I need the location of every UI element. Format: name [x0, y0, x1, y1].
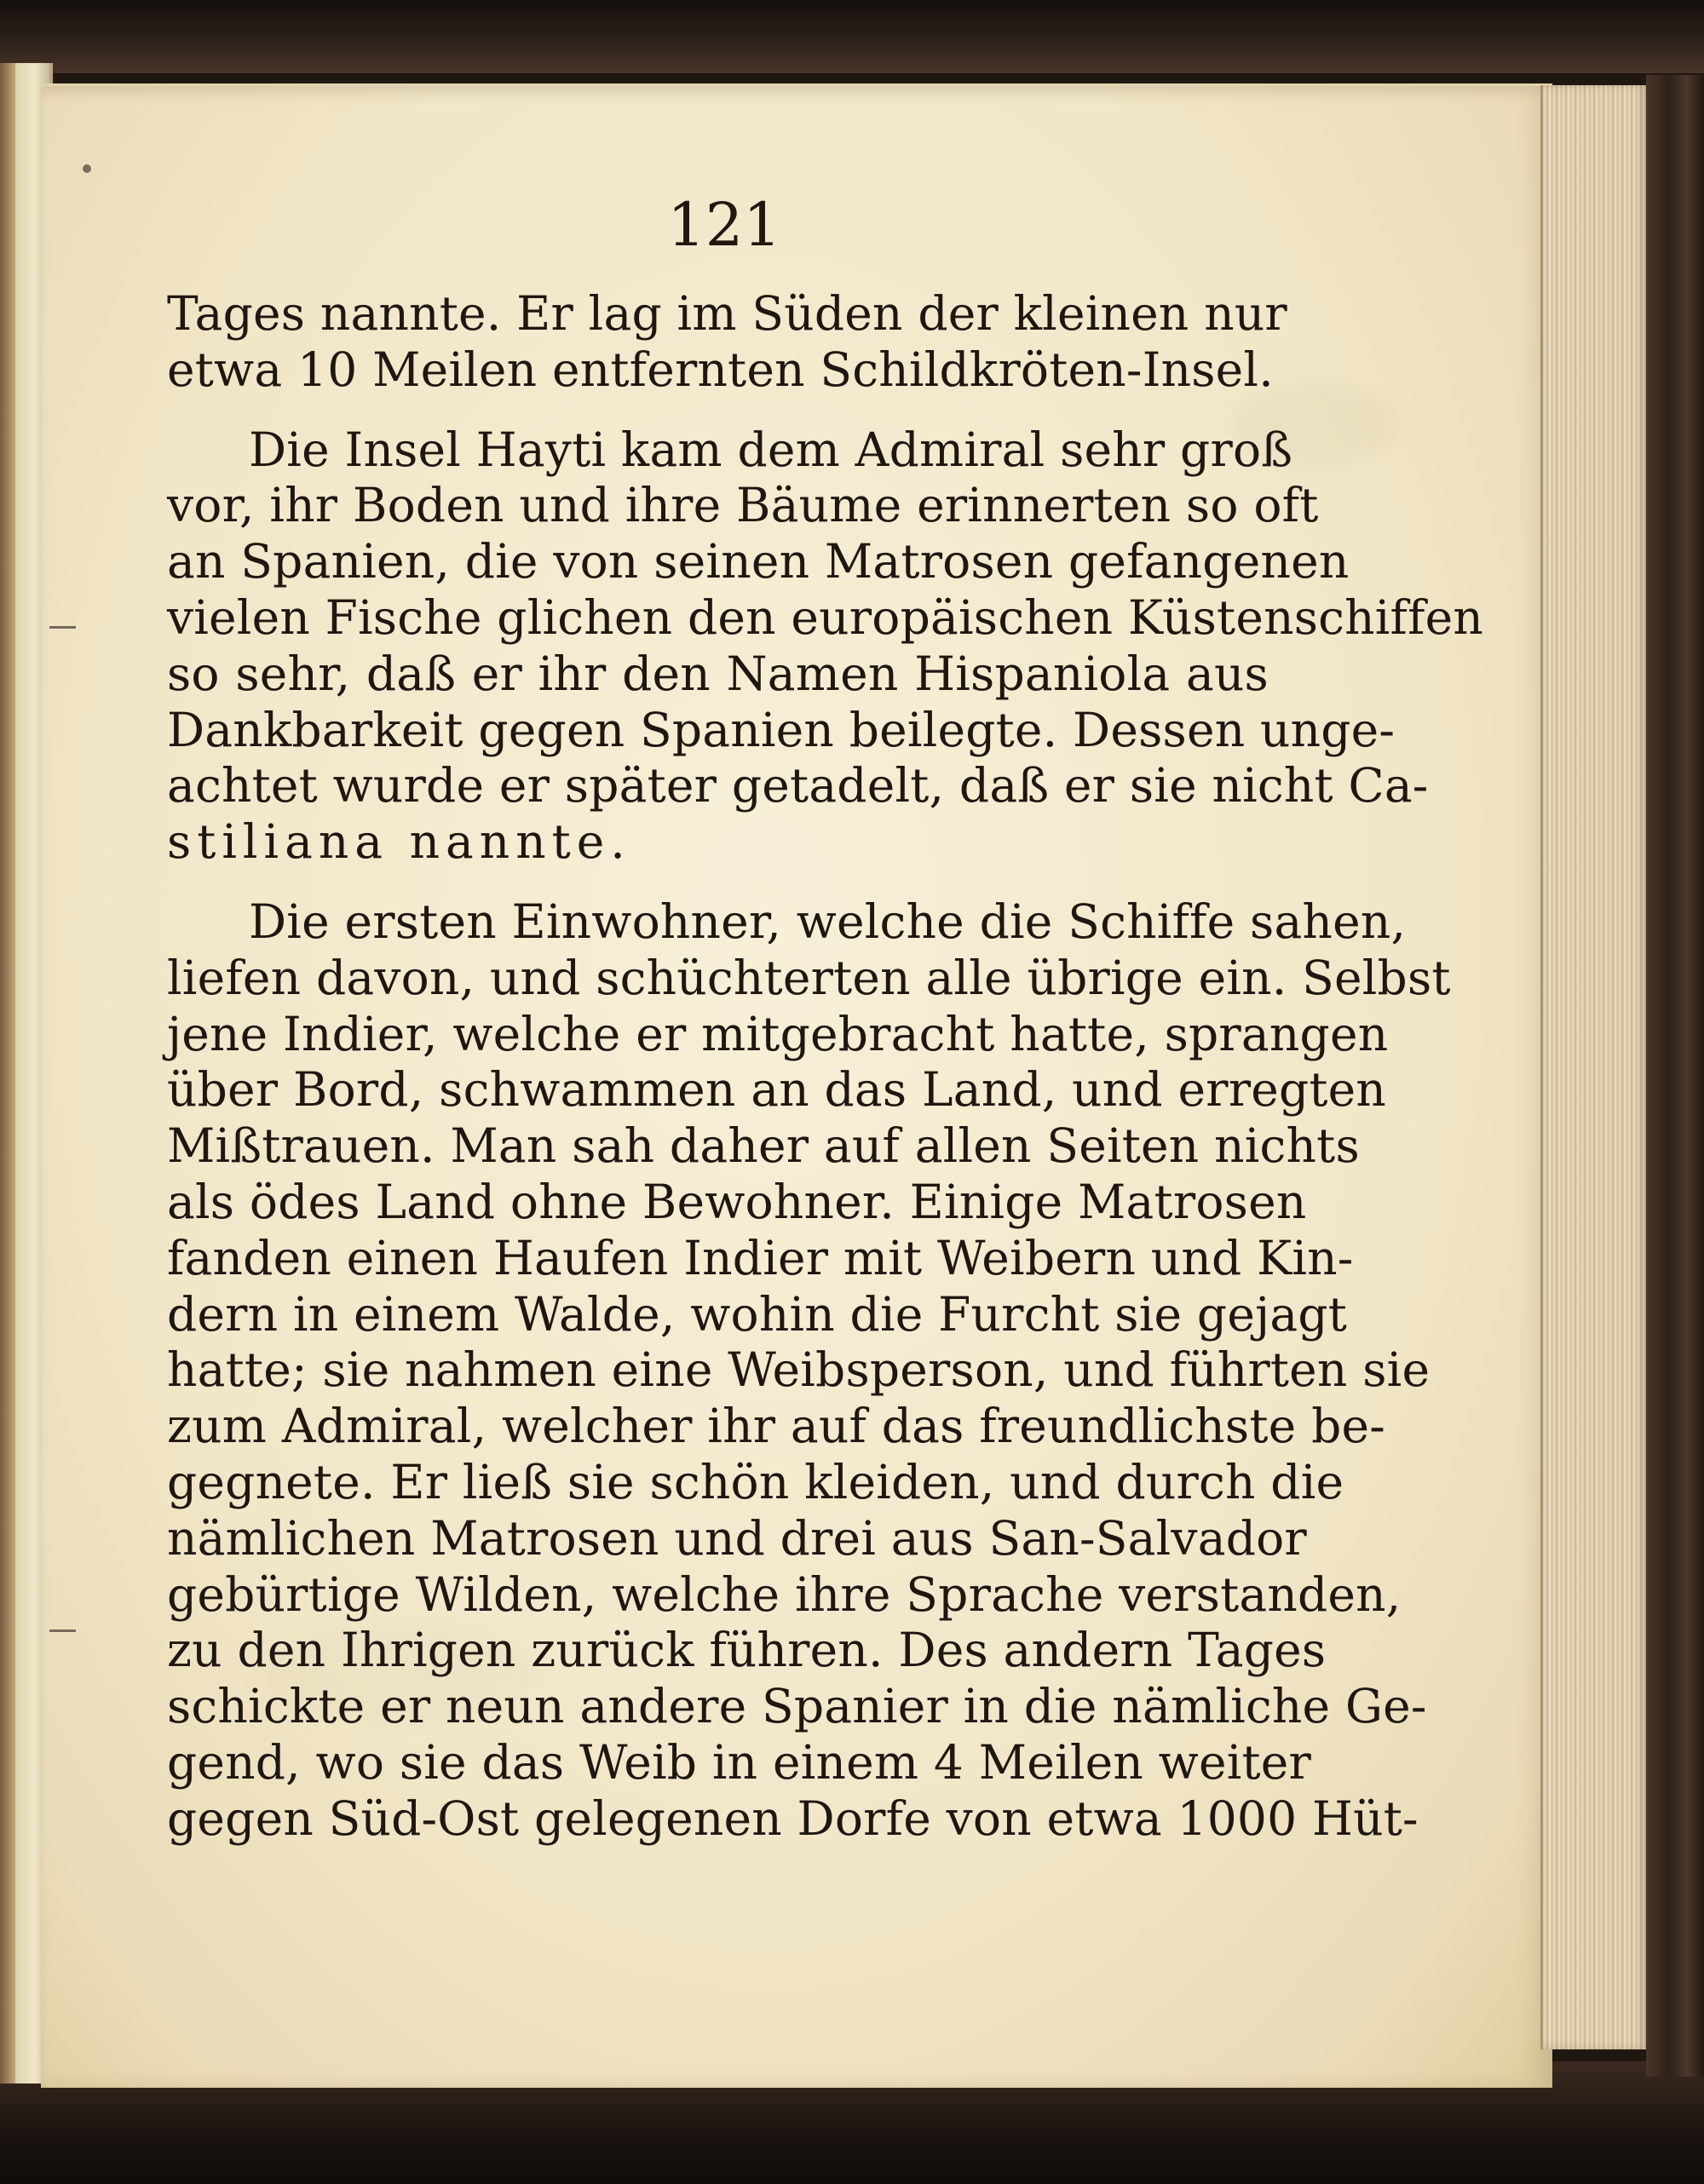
text-line: jene Indier, welche er mitgebracht hatte, sprangen [167, 1006, 1389, 1061]
left-margin-mark [49, 626, 76, 629]
text-line: an Spanien, die von seinen Matrosen gefangenen [167, 534, 1350, 589]
text-line: stiliana nannte. [167, 814, 631, 870]
page-edge-stack [1540, 85, 1650, 2049]
paragraph-gap [167, 871, 1269, 894]
left-margin-mark [49, 1629, 76, 1632]
dark-scan-background-top [0, 0, 1704, 73]
paragraph [167, 286, 1287, 399]
left-cover-strip [0, 63, 15, 2083]
text-line: nämlichen Matrosen und drei aus San-Salvador [167, 1510, 1307, 1566]
paper-mark-dot [83, 164, 91, 173]
book-text-block [167, 286, 1484, 1848]
right-book-cover [1646, 75, 1704, 2077]
text-line: so sehr, daß er ihr den Namen Hispaniola aus [167, 646, 1269, 701]
text-line: gegen Süd-Ost gelegenen Dorfe von etwa 1000 Hüt- [167, 1790, 1419, 1846]
text-line: Die Insel Hayti kam dem Admiral sehr groß [249, 422, 1293, 477]
text-line: zu den Ihrigen zurück führen. Des andern Tages [167, 1623, 1327, 1678]
text-line: als ödes Land ohne Bewohner. Einige Matrosen [167, 1174, 1307, 1229]
paragraph [167, 894, 1451, 1848]
text-line: zum Admiral, welcher ihr auf das freundlichste be- [167, 1399, 1386, 1454]
page-number: 121 [667, 190, 781, 260]
text-line: liefen davon, und schüchterten alle übrige ein. Selbst [167, 950, 1451, 1005]
text-line: vielen Fische glichen den europäischen Küstenschiffen [167, 589, 1484, 645]
paragraph-gap [167, 399, 1269, 422]
text-line: gebürtige Wilden, welche ihre Sprache verstanden, [167, 1566, 1402, 1622]
text-line: Mißtrauen. Man sah daher auf allen Seiten nichts [167, 1118, 1360, 1174]
text-line: etwa 10 Meilen entfernten Schildkröten-Insel. [167, 342, 1274, 397]
text-line: dern in einem Walde, wohin die Furcht sie gejagt [167, 1286, 1348, 1342]
text-line: über Bord, schwammen an das Land, und erregten [167, 1062, 1387, 1118]
text-line: Die ersten Einwohner, welche die Schiffe sahen, [249, 894, 1407, 949]
text-line: Dankbarkeit gegen Spanien beilegte. Dessen unge- [167, 702, 1396, 757]
text-line: vor, ihr Boden und ihre Bäume erinnerten so oft [167, 478, 1319, 533]
paragraph [167, 422, 1484, 871]
text-line: gend, wo sie das Weib in einem 4 Meilen weiter [167, 1734, 1312, 1790]
text-line: fanden einen Haufen Indier mit Weibern und Kin- [167, 1230, 1354, 1285]
text-line: hatte; sie nahmen eine Weibsperson, und führten sie [167, 1342, 1431, 1398]
text-line: Tages nannte. Er lag im Süden der kleinen nur [167, 286, 1287, 341]
text-line: achtet wurde er später getadelt, daß er sie nicht Ca- [167, 758, 1429, 813]
text-line: schickte er neun andere Spanier in die nämliche Ge- [167, 1679, 1427, 1734]
text-line: gegnete. Er ließ sie schön kleiden, und durch die [167, 1454, 1344, 1509]
